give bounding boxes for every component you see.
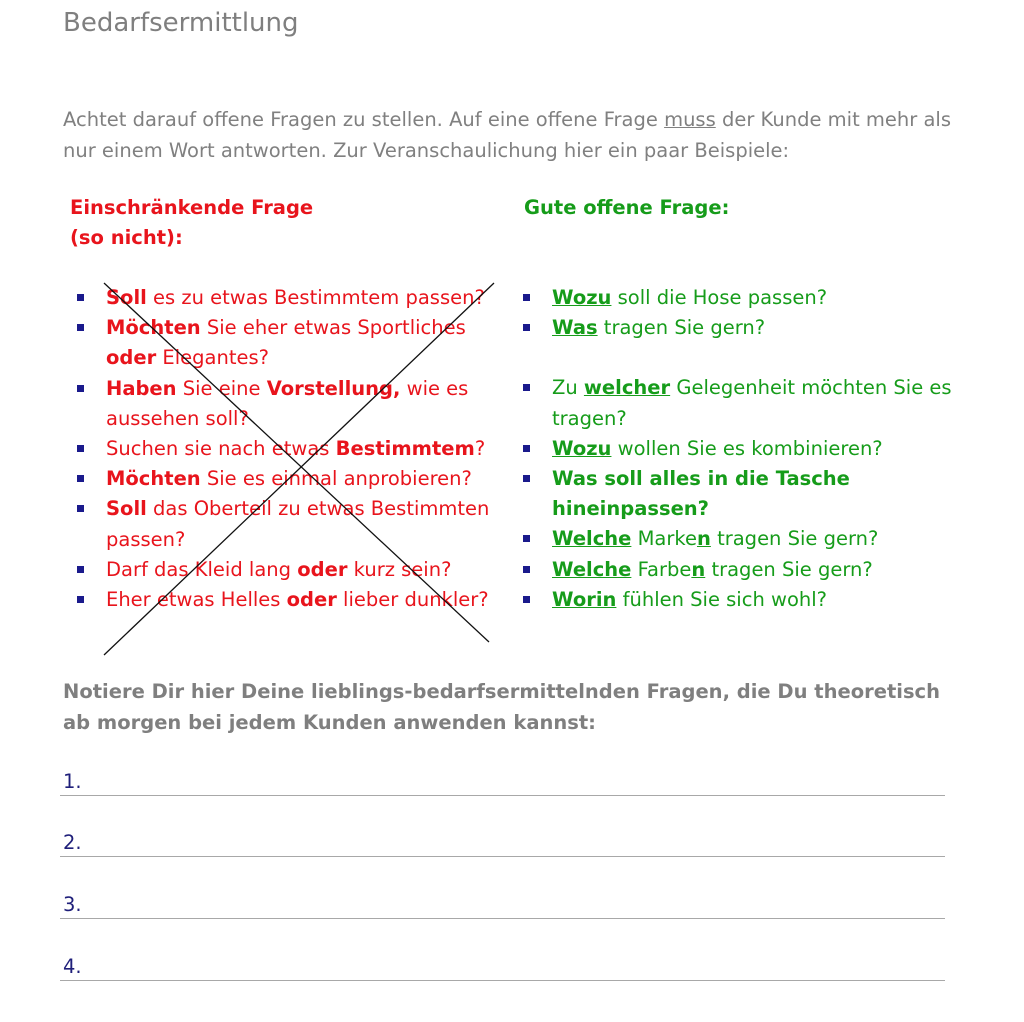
list-item-text: Wozu (552, 436, 612, 460)
answer-line-1[interactable] (60, 765, 945, 796)
list-item-text: Vorstellung, (266, 376, 401, 400)
list-item-text: Farbe (631, 557, 692, 581)
list-item-text: tragen Sie gern? (710, 527, 879, 551)
list-item-text: Elegantes? (156, 346, 269, 370)
list-item-text: Wozu (552, 286, 612, 309)
answer-line-2[interactable] (60, 826, 945, 857)
list-item-text: oder (286, 588, 337, 612)
intro-text-2: der Kunde mit mehr als nur einem Wort antworten. Zur Veranschaulichung hier ein paar Beispiele: (63, 108, 952, 162)
cross-line-1 (104, 283, 489, 642)
list-item-text: Möchten (106, 467, 201, 491)
left-heading-line2: (so nicht): (70, 226, 183, 249)
list-item-text: n (696, 527, 711, 551)
list-item-text: wollen Sie es kombinieren? (611, 436, 883, 460)
list-item-text: Marke (631, 527, 697, 551)
answer-line-4[interactable] (60, 950, 945, 981)
left-heading-line1: Einschränkende Frage (70, 196, 314, 219)
list-item-text: soll die Hose passen? (611, 286, 828, 309)
list-item-text: Sie eher etwas Sportliches (200, 316, 466, 340)
answer-line-number: 3. (63, 893, 82, 916)
list-item-text: Sie eine (176, 376, 267, 400)
list-item-text: Darf das Kleid lang (106, 557, 298, 581)
cross-line-2 (104, 283, 494, 655)
list-item-text: wie es aussehen soll? (106, 376, 469, 430)
list-item-text: Soll (106, 497, 147, 521)
right-column-heading: Gute offene Frage: (524, 196, 730, 219)
answer-line-number: 4. (63, 955, 82, 978)
list-item-text: Worin (552, 587, 617, 611)
answer-line-number: 2. (63, 831, 82, 854)
list-item-text: Suchen sie nach etwas (106, 437, 336, 461)
list-item-text: Welche (552, 557, 632, 581)
list-item-text: es zu etwas Bestimmtem passen? (146, 286, 485, 309)
list-item-text: Eher etwas Helles (106, 588, 287, 612)
page-title: Bedarfsermittlung (63, 8, 299, 38)
list-item-text: Sie es einmal anprobieren? (200, 467, 472, 491)
list-item-text: tragen Sie gern? (597, 316, 766, 340)
list-item-text: Haben (106, 376, 177, 400)
list-item-text: das Oberteil zu etwas Bestimmten passen? (106, 497, 490, 551)
list-item-text: ? (474, 437, 486, 461)
list-item-text: Gelegenheit möchten Sie es tragen? (552, 376, 952, 430)
intro-text-1: Achtet darauf offene Fragen zu stellen. Auf eine offene Frage (63, 108, 665, 131)
answer-line-3[interactable] (60, 888, 945, 919)
list-item-text: Soll (106, 286, 147, 309)
instruction-note: Notiere Dir hier Deine lieblings-bedarfsermittelnden Fragen, die Du theoretisch ab morgen bei jedem Kunden anwenden kannst: (63, 680, 940, 734)
list-item-text: Welche (552, 527, 632, 551)
list-item-text: welcher (583, 376, 671, 400)
list-item-text: Zu (552, 376, 584, 400)
list-item-text: Was soll alles in die Tasche hineinpassen? (552, 467, 850, 521)
list-item-text: Bestimmtem (335, 437, 475, 461)
answer-line-number: 1. (63, 770, 82, 793)
list-item-text: n (691, 557, 706, 581)
list-item-text: Möchten (106, 316, 201, 340)
list-item-text: oder (106, 346, 157, 370)
list-item-text: kurz sein? (347, 557, 452, 581)
list-item-text: tragen Sie gern? (705, 557, 873, 581)
list-item-text: lieber dunkler? (336, 588, 489, 612)
list-item-text: fühlen Sie sich wohl? (616, 587, 828, 611)
intro-underlined-word: muss (664, 108, 716, 131)
list-item-text: Was (552, 316, 598, 340)
list-item-text: oder (297, 557, 348, 581)
